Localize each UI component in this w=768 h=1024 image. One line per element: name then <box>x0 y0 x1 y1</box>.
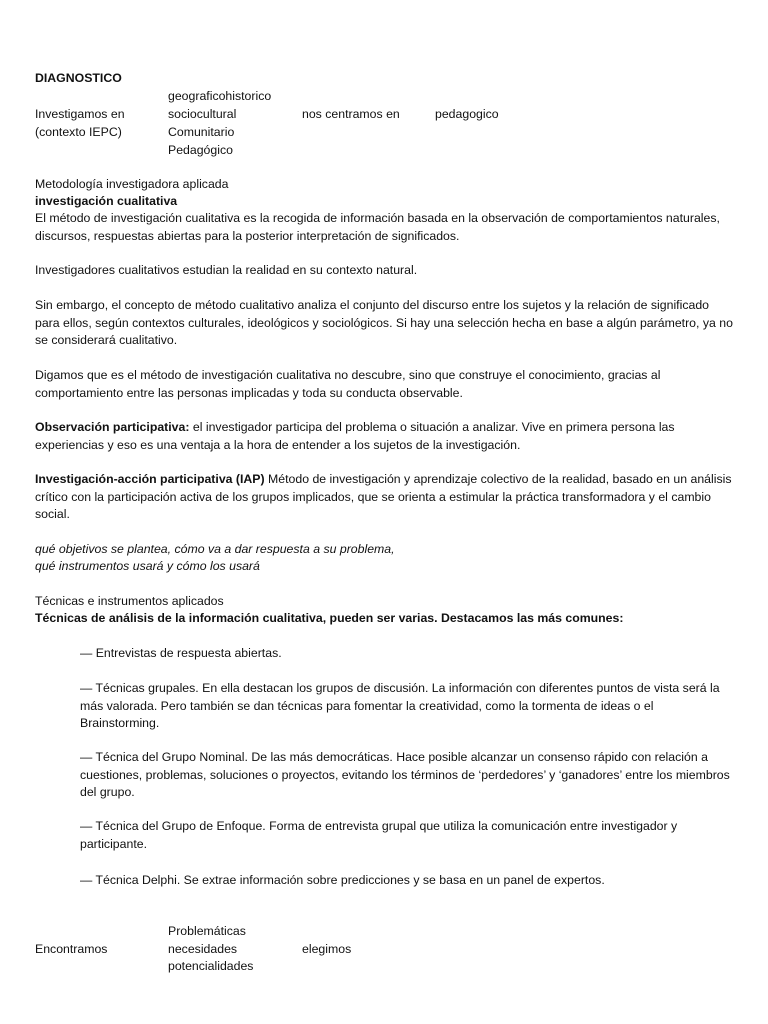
paragraph: Sin embargo, el concepto de método cualitativo analiza el conjunto del discurso entre los sujetos y la relación de significado para ellos, según contextos culturales, ideológicos y sociológicos. Si hay una selección hecha en base a algún parámetro, ya no se considerará cualitativo. <box>35 298 733 347</box>
list-item: — Técnica del Grupo de Enfoque. Forma de entrevista grupal que utiliza la comunicación entre investigador y participante. <box>80 819 678 851</box>
term-iap: Investigación-acción participativa (IAP) <box>35 472 265 486</box>
paragraph: Investigadores cualitativos estudian la realidad en su contexto natural. <box>35 263 418 277</box>
finding-item: Problemáticas <box>168 924 246 938</box>
context-item: Pedagógico <box>168 143 233 157</box>
finding-item: potencialidades <box>168 959 254 973</box>
paragraph-observacion <box>35 419 735 454</box>
list-item: — Técnica Delphi. Se extrae información sobre predicciones y se basa en un panel de expertos. <box>80 873 605 887</box>
list-item: — Técnica del Grupo Nominal. De las más democráticas. Hace posible alcanzar un consenso rápido con relación a cuestiones, problemas, soluciones o proyectos, evitando los términos de ‘perdedores’ y ‘ganadores’ entre los miembros del grupo. <box>80 750 730 799</box>
definition-observacion: el investigador participa del problema o situación a analizar. Vive en primera persona las experiencias y eso es una ventaja a la hora de entender a los sujetos de la investigación. <box>35 420 675 452</box>
context-item: sociocultural <box>168 107 237 121</box>
document-title: DIAGNOSTICO <box>35 71 122 85</box>
question-line: qué instrumentos usará y cómo los usará <box>35 559 260 573</box>
section-subheading-analisis: Técnicas de análisis de la información cualitativa, pueden ser varias. Destacamos las más comunes: <box>35 611 624 625</box>
paragraph-iap <box>35 471 735 524</box>
elegimos-label: elegimos <box>302 942 352 956</box>
focus-pedagogico: pedagogico <box>435 107 499 121</box>
paragraph: El método de investigación cualitativa es la recogida de información basada en la observación de comportamientos naturales, discursos, respuestas abiertas para la posterior interpretación de significados. <box>35 211 720 243</box>
term-observacion: Observación participativa: <box>35 420 190 434</box>
section-heading-metodologia: Metodología investigadora aplicada <box>35 177 229 191</box>
investigamos-en-label: Investigamos en <box>35 107 125 121</box>
encontramos-label: Encontramos <box>35 942 108 956</box>
context-item: Comunitario <box>168 125 235 139</box>
nos-centramos-label: nos centramos en <box>302 107 400 121</box>
contexto-label: (contexto IEPC) <box>35 125 122 139</box>
paragraph: Digamos que es el método de investigación cualitativa no descubre, sino que construye el conocimiento, gracias al comportamiento entre las personas implicadas y toda su conducta observable. <box>35 368 661 400</box>
section-subheading-cualitativa: investigación cualitativa <box>35 194 178 208</box>
definition-iap: Método de investigación y aprendizaje colectivo de la realidad, basado en un análisis crítico con la participación activa de los grupos implicados, que se orienta a estimular la práctica transformadora y el cambio social. <box>35 472 732 521</box>
question-line: qué objetivos se plantea, cómo va a dar respuesta a su problema, <box>35 542 395 556</box>
list-item: — Técnicas grupales. En ella destacan los grupos de discusión. La información con diferentes puntos de vista será la más valorada. Pero también se dan técnicas para fomentar la creatividad, como la tormenta de ideas o el Brainstorming. <box>80 681 720 730</box>
context-item: geograficohistorico <box>168 89 272 103</box>
finding-item: necesidades <box>168 942 238 956</box>
section-heading-tecnicas: Técnicas e instrumentos aplicados <box>35 594 224 608</box>
list-item: — Entrevistas de respuesta abiertas. <box>80 646 282 660</box>
